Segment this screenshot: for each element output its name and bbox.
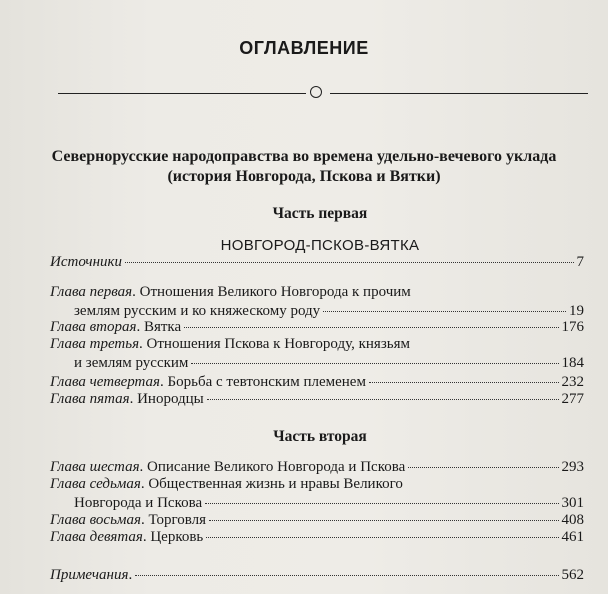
toc-entry-chapter-9[interactable] xyxy=(50,528,584,547)
entry-prefix: Глава пятая xyxy=(50,391,130,407)
toc-entry-chapter-5[interactable] xyxy=(50,390,584,409)
page-number: 184 xyxy=(561,355,584,371)
part-one-heading: НОВГОРОД-ПСКОВ-ВЯТКА xyxy=(220,237,420,254)
entry-prefix: Глава вторая xyxy=(50,319,137,335)
entry-title: . Отношения Великого Новгорода к прочим xyxy=(132,284,411,300)
entry-prefix: Глава шестая xyxy=(50,459,140,475)
toc-entry-chapter-1[interactable] xyxy=(50,283,584,321)
part-one-label: Часть первая xyxy=(272,205,368,222)
entry-prefix: Источники xyxy=(50,254,123,270)
page-number: 232 xyxy=(561,374,584,390)
page-number: 176 xyxy=(561,319,584,335)
leader-dots xyxy=(209,520,558,521)
page-number: 7 xyxy=(576,254,584,270)
leader-dots xyxy=(408,467,558,468)
page-number: 408 xyxy=(561,512,584,528)
page-title: ОГЛАВЛЕНИЕ xyxy=(239,38,369,58)
entry-title: . Вятка xyxy=(136,319,182,335)
entry-title: . Инородцы xyxy=(129,391,204,407)
page-number: 562 xyxy=(561,567,584,583)
page-number: 19 xyxy=(569,303,584,319)
entry-title: . Торговля xyxy=(140,512,207,528)
entry-title-continued: Новгорода и Пскова xyxy=(74,495,203,511)
leader-dots xyxy=(207,399,559,400)
entry-prefix: Глава третья xyxy=(50,336,140,352)
leader-dots xyxy=(125,262,573,263)
part-two-label: Часть вторая xyxy=(273,428,367,445)
entry-title: . Отношения Пскова к Новгороду, князьям xyxy=(139,336,410,352)
entry-prefix: Глава восьмая xyxy=(50,512,141,528)
page-number: 293 xyxy=(561,459,584,475)
title-ornament xyxy=(58,86,588,100)
toc-entry-chapter-3[interactable] xyxy=(50,335,584,373)
book-subtitle-line2: (история Новгорода, Пскова и Вятки) xyxy=(167,168,441,185)
entry-prefix: Глава первая xyxy=(50,284,133,300)
leader-dots xyxy=(369,382,559,383)
page-number: 301 xyxy=(561,495,584,511)
toc-entry-notes[interactable] xyxy=(50,566,584,585)
toc-entry-chapter-7[interactable] xyxy=(50,475,584,513)
entry-prefix: Глава седьмая xyxy=(50,476,141,492)
leader-dots xyxy=(206,537,558,538)
entry-title-continued: землям русским и ко княжескому роду xyxy=(74,303,321,319)
circle-ornament-icon xyxy=(310,86,322,98)
entry-prefix: Глава девятая xyxy=(50,529,143,545)
page-number: 461 xyxy=(561,529,584,545)
entry-title: . Общественная жизнь и нравы Великого xyxy=(140,476,403,492)
page-number: 277 xyxy=(561,391,584,407)
entry-title: . Описание Великого Новгорода и Пскова xyxy=(139,459,406,475)
toc-entry-sources[interactable] xyxy=(50,253,584,272)
book-subtitle-line1: Севернорусские народоправства во времена удельно-вечевого уклада xyxy=(51,148,557,165)
entry-prefix: Примечания xyxy=(50,567,129,583)
entry-prefix: Глава четвертая xyxy=(50,374,161,390)
leader-dots xyxy=(135,575,558,576)
leader-dots xyxy=(184,327,558,328)
leader-dots xyxy=(191,363,558,364)
entry-title: . xyxy=(128,567,133,583)
leader-dots xyxy=(323,311,566,312)
entry-title: . Борьба с тевтонским племенем xyxy=(160,374,366,390)
entry-title-continued: и землям русским xyxy=(74,355,189,371)
entry-title: . Церковь xyxy=(142,529,204,545)
leader-dots xyxy=(205,503,558,504)
